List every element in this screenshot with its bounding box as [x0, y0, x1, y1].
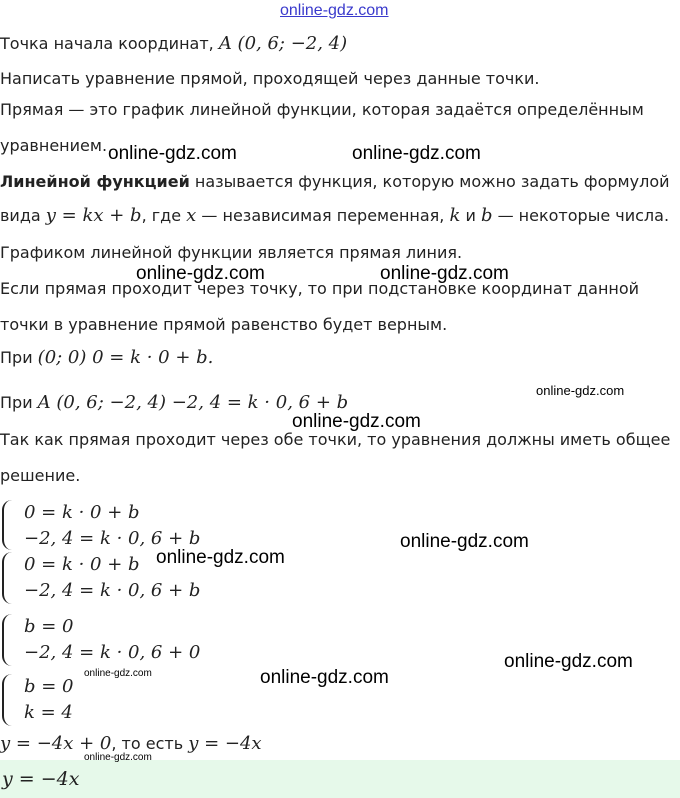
watermark: online-gdz.com [536, 383, 625, 398]
math-point-a: A (0, 6; −2, 4) [218, 33, 348, 54]
text-line-9: точки в уравнение прямой равенство будет верным. [0, 315, 448, 334]
system-1 [24, 500, 200, 552]
equation: −2, 4 = k · 0, 6 + 0 [24, 642, 201, 663]
text-fragment: , то есть [111, 734, 189, 753]
equation: 0 = k · 0 + b [24, 554, 140, 575]
math-substitution-a: A (0, 6; −2, 4) −2, 4 = k · 0, 6 + b [37, 392, 349, 413]
final-line [0, 734, 262, 754]
text-line-6 [0, 206, 669, 226]
text-line-4: уравнением. [0, 136, 108, 155]
watermark: online-gdz.com [400, 531, 529, 552]
answer-formula: y = −4x [2, 768, 80, 790]
system-3 [24, 614, 200, 666]
equation: b = 0 [24, 676, 74, 697]
text-line-5-rest: называется функция, которую можно задать формулой [189, 172, 670, 191]
math-var-b: b [480, 205, 493, 226]
equation: −2, 4 = k · 0, 6 + b [24, 580, 201, 601]
text-line-13: решение. [0, 466, 81, 485]
text-fragment: и [460, 206, 481, 225]
system-4 [24, 674, 74, 726]
math-result-simplified: y = −4x [188, 733, 262, 754]
text-fragment: При [0, 393, 38, 412]
math-var-k: k [449, 205, 461, 226]
watermark: online-gdz.com [292, 411, 421, 432]
text-line-7: Графиком линейной функции является прямая линия. [0, 243, 463, 262]
watermark: online-gdz.com [504, 651, 633, 672]
math-result: y = −4x + 0 [0, 733, 112, 754]
text-fragment: вида [0, 206, 46, 225]
equation: k = 4 [24, 702, 73, 723]
equation: b = 0 [24, 616, 74, 637]
system-brace [2, 614, 16, 666]
text-line [0, 34, 347, 54]
text-line-3: Прямая — это график линейной функции, которая задаётся определённым [0, 100, 644, 119]
watermark: online-gdz.com [280, 2, 389, 19]
math-var-x: x [186, 205, 197, 226]
text-fragment: — некоторые числа. [492, 206, 670, 225]
definition-term: Линейной функцией [0, 172, 190, 191]
watermark: online-gdz.com [260, 667, 389, 688]
text-line-8: Если прямая проходит через точку, то при подстановке координат данной [0, 279, 640, 298]
math-substitution-origin: (0; 0) 0 = k · 0 + b. [37, 347, 214, 368]
answer-box [0, 760, 680, 798]
math-formula: y = kx + b [45, 205, 142, 226]
text-fragment: При [0, 348, 38, 367]
text-line-2: Написать уравнение прямой, проходящей через данные точки. [0, 69, 540, 88]
watermark: online-gdz.com [380, 263, 509, 284]
text-fragment: — независимая переменная, [196, 206, 450, 225]
text-line-12: Так как прямая проходит через обе точки, то уравнения должны иметь общее [0, 430, 671, 449]
system-brace [2, 500, 16, 550]
text-line-10 [0, 348, 213, 368]
equation: −2, 4 = k · 0, 6 + b [24, 528, 201, 549]
text-line-5 [0, 172, 670, 192]
system-brace [2, 674, 16, 726]
equation: 0 = k · 0 + b [24, 502, 140, 523]
watermark: online-gdz.com [156, 547, 285, 568]
system-brace [2, 552, 16, 604]
watermark: online-gdz.com [84, 752, 152, 763]
watermark: online-gdz.com [84, 668, 152, 679]
text-line-11 [0, 393, 348, 413]
watermark: online-gdz.com [136, 263, 265, 284]
watermark: online-gdz.com [352, 143, 481, 164]
text-line-1: Точка начала координат, [0, 34, 219, 53]
text-fragment: , где [141, 206, 187, 225]
watermark: online-gdz.com [108, 143, 237, 164]
